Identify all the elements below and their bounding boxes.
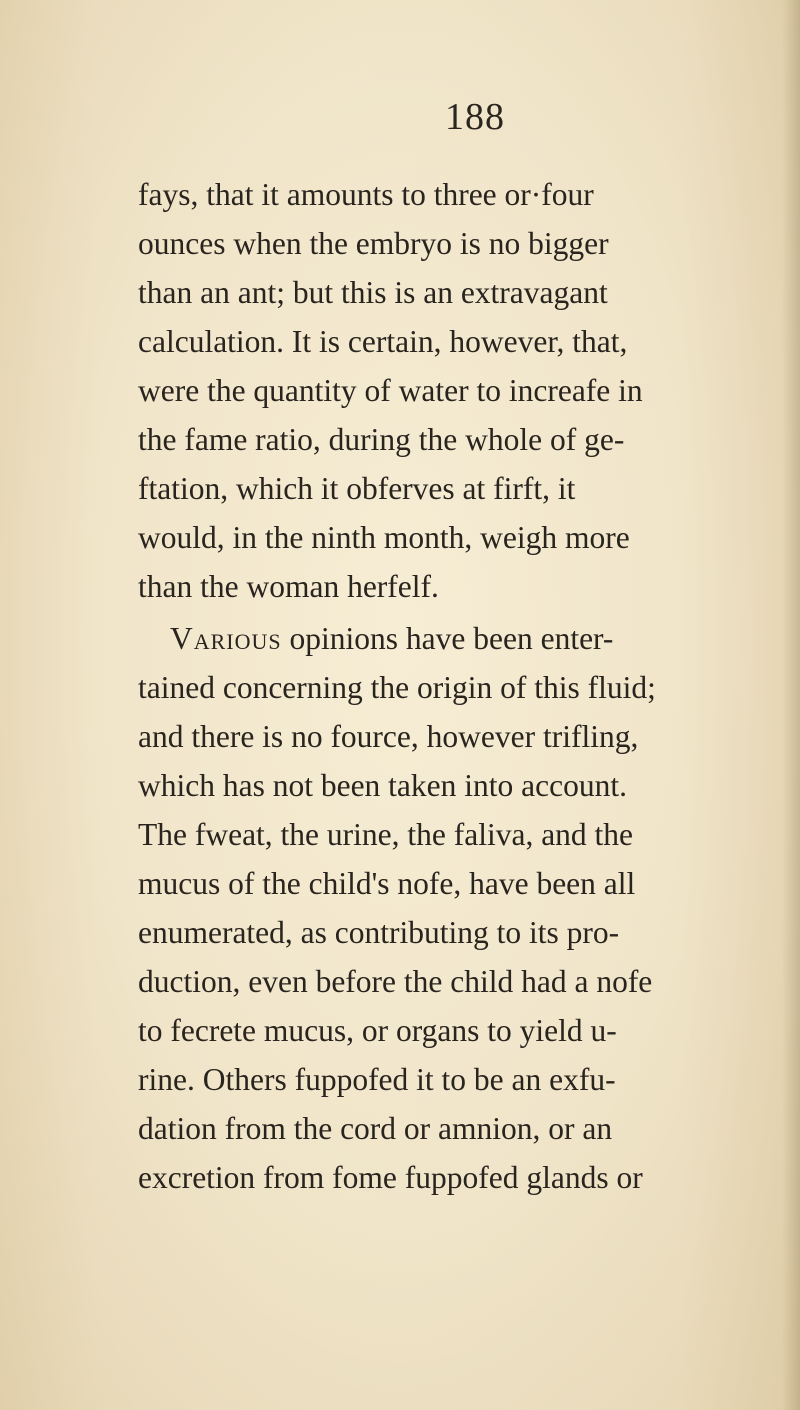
lead-word: Various — [170, 621, 282, 656]
text-line: rine. Others fuppofed it to be an exfu- — [138, 1062, 616, 1097]
text-line: ounces when the embryo is no bigger — [138, 226, 609, 261]
text-line: The fweat, the urine, the faliva, and the — [138, 817, 634, 852]
text-line: calculation. It is certain, however, that, — [138, 324, 628, 359]
page-number: 188 — [445, 96, 505, 138]
first-line-rest: opinions have been enter- — [281, 621, 614, 656]
text-line: ftation, which it obferves at firft, it — [138, 471, 576, 506]
text-line: fays, that it amounts to three or·four — [138, 177, 594, 212]
text-line: mucus of the child's nofe, have been all — [138, 866, 636, 901]
text-line: to fecrete mucus, or organs to yield u- — [138, 1013, 617, 1048]
text-line: were the quantity of water to increafe in — [138, 373, 643, 408]
text-line: enumerated, as contributing to its pro- — [138, 915, 620, 950]
text-line: than an ant; but this is an extravagant — [138, 275, 608, 310]
text-line: tained concerning the origin of this fluid; — [138, 670, 656, 705]
text-line: and there is no fource, however trifling, — [138, 719, 639, 754]
text-line: excretion from fome fuppofed glands or — [138, 1160, 643, 1195]
text-line: dation from the cord or amnion, or an — [138, 1111, 613, 1146]
text-line: duction, even before the child had a nofe — [138, 964, 653, 999]
text-line-first — [138, 614, 788, 663]
paragraph-1 — [138, 170, 788, 611]
text-line: the fame ratio, during the whole of ge- — [138, 422, 625, 457]
text-line: which has not been taken into account. — [138, 768, 627, 803]
paragraph-2 — [138, 614, 788, 1202]
text-line: than the woman herfelf. — [138, 569, 439, 604]
text-line: would, in the ninth month, weigh more — [138, 520, 630, 555]
